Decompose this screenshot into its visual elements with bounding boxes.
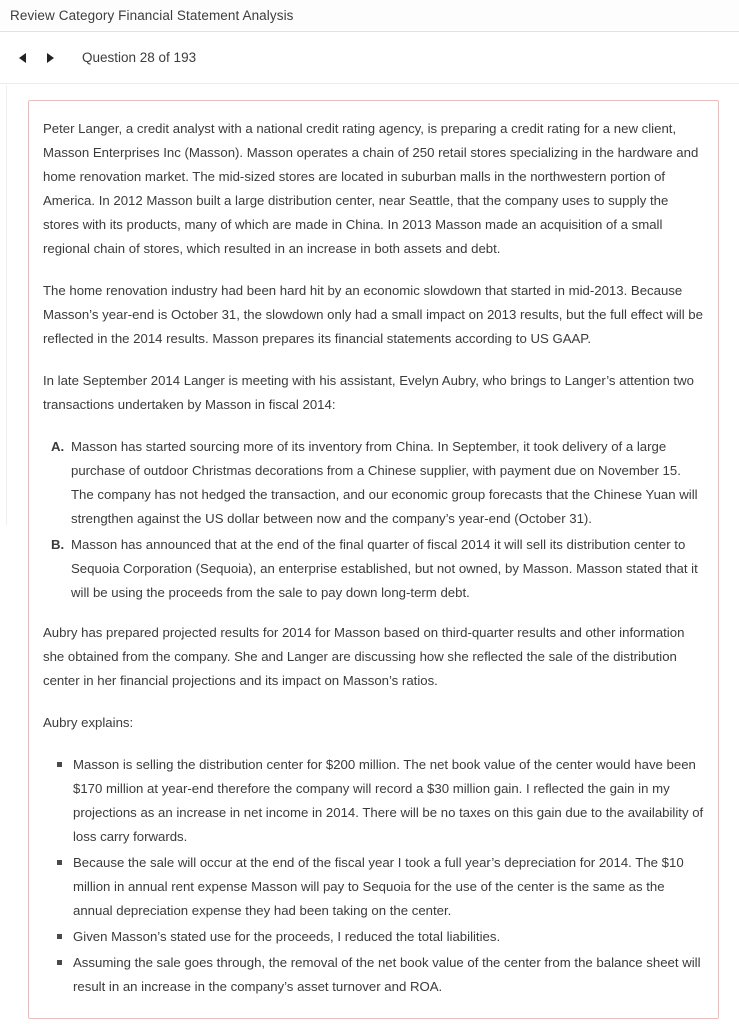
list-item — [51, 533, 704, 605]
vignette-card — [28, 100, 719, 1019]
vignette-paragraph: The home renovation industry had been hard hit by an economic slowdown that started in mid-2013. Because Masson’s year-end is October 31, the slowdown only had a small impact on 2013 results, but the full effect will be reflected in the 2014 results. Masson prepares its financial statements according to US GAAP. — [43, 283, 703, 347]
list-item-text: Masson has started sourcing more of its inventory from China. In September, it took delivery of a large purchase of outdoor Christmas decorations from a Chinese supplier, with payment due on November 15. The company has not hedged the transaction, and our economic group forecasts that the Chinese Yuan will strengthen against the US dollar between now and the company’s year-end (October 31). — [71, 439, 698, 527]
aubry-explanation-list — [43, 753, 704, 999]
previous-question-button[interactable] — [10, 44, 36, 72]
question-nav-bar — [0, 32, 739, 84]
vignette-paragraph: Aubry has prepared projected results for 2014 for Masson based on third-quarter results and other information she obtained from the company. She and Langer are discussing how she reflected the sale of the distribution center in her financial projections and its impact on Masson’s ratios. — [43, 625, 685, 689]
vignette-paragraph: In late September 2014 Langer is meeting with his assistant, Evelyn Aubry, who brings to Langer’s attention two transactions undertaken by Masson in fiscal 2014: — [43, 373, 694, 413]
list-item: Given Masson’s stated use for the proceeds, I reduced the total liabilities. — [55, 925, 704, 949]
question-counter: Question 28 of 193 — [82, 50, 197, 65]
triangle-left-icon — [18, 52, 29, 64]
list-item-text: Masson has announced that at the end of the final quarter of fiscal 2014 it will sell its distribution center to Sequoia Corporation (Sequoia), an enterprise established, but not owned, by Masson. Masson stated that it will be using the proceeds from the sale to pay down long-term debt. — [71, 537, 698, 601]
list-item-marker: B. — [51, 537, 65, 553]
lettered-transaction-list — [43, 435, 704, 605]
list-item: Masson is selling the distribution center for $200 million. The net book value of the center would have been $170 million at year-end therefore the company will record a $30 million gain. I reflected the gain in my projections as an increase in net income in 2014. There will be no taxes on this gain due to the availability of loss carry forwards. — [55, 753, 704, 849]
content-area — [0, 84, 739, 1019]
left-gutter-rail — [0, 85, 7, 525]
list-item: Assuming the sale goes through, the removal of the net book value of the center from the balance sheet will result in an increase in the company’s asset turnover and ROA. — [55, 951, 704, 999]
list-item-marker: A. — [51, 439, 65, 455]
list-item — [51, 435, 704, 531]
vignette-paragraph: Aubry explains: — [43, 715, 134, 731]
triangle-right-icon — [44, 52, 55, 64]
app-header — [0, 0, 739, 32]
vignette-paragraph: Peter Langer, a credit analyst with a national credit rating agency, is preparing a credit rating for a new client, Masson Enterprises Inc (Masson). Masson operates a chain of 250 retail stores specializing in the hardware and home renovation market. The mid-sized stores are located in suburban malls in the northwestern portion of America. In 2012 Masson built a large distribution center, near Seattle, that the company uses to supply the stores with its products, many of which are made in China. In 2013 Masson made an acquisition of a small regional chain of stores, which resulted in an increase in both assets and debt. — [43, 121, 699, 257]
list-item: Because the sale will occur at the end of the fiscal year I took a full year’s depreciation for 2014. The $10 million in annual rent expense Masson will pay to Sequoia for the use of the center is the same as the annual depreciation expense they had been taking on the center. — [55, 851, 704, 923]
page-title: Review Category Financial Statement Analysis — [10, 8, 294, 23]
next-question-button[interactable] — [36, 44, 62, 72]
